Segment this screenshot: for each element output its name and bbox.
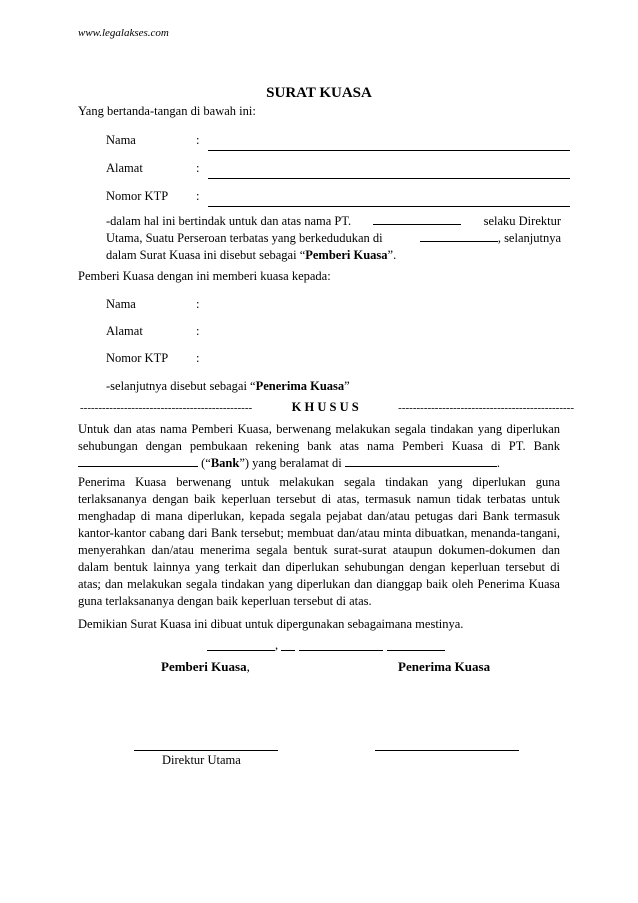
company-domicile-blank[interactable] [420,231,498,242]
closing-text: Demikian Surat Kuasa ini dibuat untuk dipergunakan sebagaimana mestinya. [78,617,464,631]
day-blank[interactable] [281,650,295,651]
grantee-role-a: -selanjutnya disebut sebagai “ [106,379,256,393]
grantee-signature-label [398,659,490,675]
site-url: www.legalakses.com [78,27,169,39]
grantee-address-label: Alamat [106,324,143,338]
grantee-ktp-label: Nomor KTP [106,351,169,365]
grant-intro-text: Pemberi Kuasa dengan ini memberi kuasa kepada: [78,269,331,283]
company-name-blank[interactable] [373,214,461,225]
grantor-name-label: Nama [106,133,136,147]
month-blank[interactable] [299,650,383,651]
bank-address-blank[interactable] [345,456,497,467]
grantor-name-line[interactable] [208,150,570,151]
date-comma: , [275,638,279,652]
grantor-name-colon: : [196,133,200,147]
document-title: SURAT KUASA [266,85,372,101]
bank-name-blank[interactable] [78,456,198,467]
bank-term: Bank [210,456,240,470]
grantor-signature-title: Direktur Utama [162,753,241,767]
year-blank[interactable] [387,650,445,651]
grantor-ktp-line[interactable] [208,206,570,207]
authority-text-d: . [496,456,500,470]
grantor-role-line1-b: selaku Direktur [483,214,561,228]
grantor-signature-role: Pemberi Kuasa [161,659,247,674]
grantor-role-line3-a: dalam Surat Kuasa ini disebut sebagai “ [106,248,306,262]
khusus-dashes-right: ------------------------------------------------ [398,401,574,414]
authority-text-b: (“ [198,456,211,470]
grantee-role-b: ” [344,379,350,393]
powers-paragraph: Penerima Kuasa berwenang untuk melakukan segala tindakan yang diperlukan guna terlaksananya dengan baik keperluan tersebut di atas, termasuk namun tidak terbatas untuk menghadap di mana diperlukan, kepada segala pejabat dan/atau petugas dari Bank termasuk kantor-kantor cabang dari Bank tersebut; membuat dan/atau minta dibuatkan, menanda-tangani, menyerahkan dan/atau menerima segala bentuk surat-surat ataupun dokumen-dokumen dan dalam bentuk lainnya yang terkait dan diperlukan sehubungan dengan keperluan tersebut di atas; dan melakukan segala tindakan yang diperlukan dan dianggap baik oleh Penerima Kuasa guna terlaksananya dengan baik keperluan tersebut di atas. [78,475,560,608]
pemberi-kuasa-term: Pemberi Kuasa [305,248,388,262]
authority-text-a: Untuk dan atas nama Pemberi Kuasa, berwenang melakukan segala tindakan yang diperlukan sehubungan dengan pembukaan rekening bank atas nama Pemberi Kuasa di PT. Bank [78,422,560,453]
grantor-address-line[interactable] [208,178,570,179]
grantor-role-line2-b: , selanjutnya [497,231,561,245]
grantor-signature-label [161,659,250,675]
grantor-role-line3-b: ”. [387,248,397,262]
khusus-divider [80,400,574,415]
grantor-ktp-colon: : [196,189,200,203]
grantor-ktp-label: Nomor KTP [106,189,169,203]
penerima-kuasa-term: Penerima Kuasa [255,379,345,393]
grantor-address-colon: : [196,161,200,175]
khusus-dashes-left: ----------------------------------------------- [80,401,253,414]
grantee-ktp-colon: : [196,351,200,365]
grantee-name-label: Nama [106,297,136,311]
grantee-role [106,379,350,394]
authority-text-c: ”) yang beralamat di [239,456,342,470]
place-date-line [207,638,447,654]
grantee-signature-line[interactable] [375,750,519,751]
khusus-heading: K H U S U S [291,400,359,414]
place-blank[interactable] [207,650,275,651]
grantor-signature-comma: , [246,659,250,674]
grantee-address-colon: : [196,324,200,338]
grantee-name-colon: : [196,297,200,311]
authority-paragraph [78,421,560,472]
grantor-role-line2-a: Utama, Suatu Perseroan terbatas yang berkedudukan di [106,231,383,245]
intro-text: Yang bertanda-tangan di bawah ini: [78,104,256,118]
grantor-role-line1-a: -dalam hal ini bertindak untuk dan atas nama PT. [106,214,352,228]
grantee-signature-role: Penerima Kuasa [398,659,491,674]
grantor-signature-line[interactable] [134,750,278,751]
grantor-address-label: Alamat [106,161,143,175]
